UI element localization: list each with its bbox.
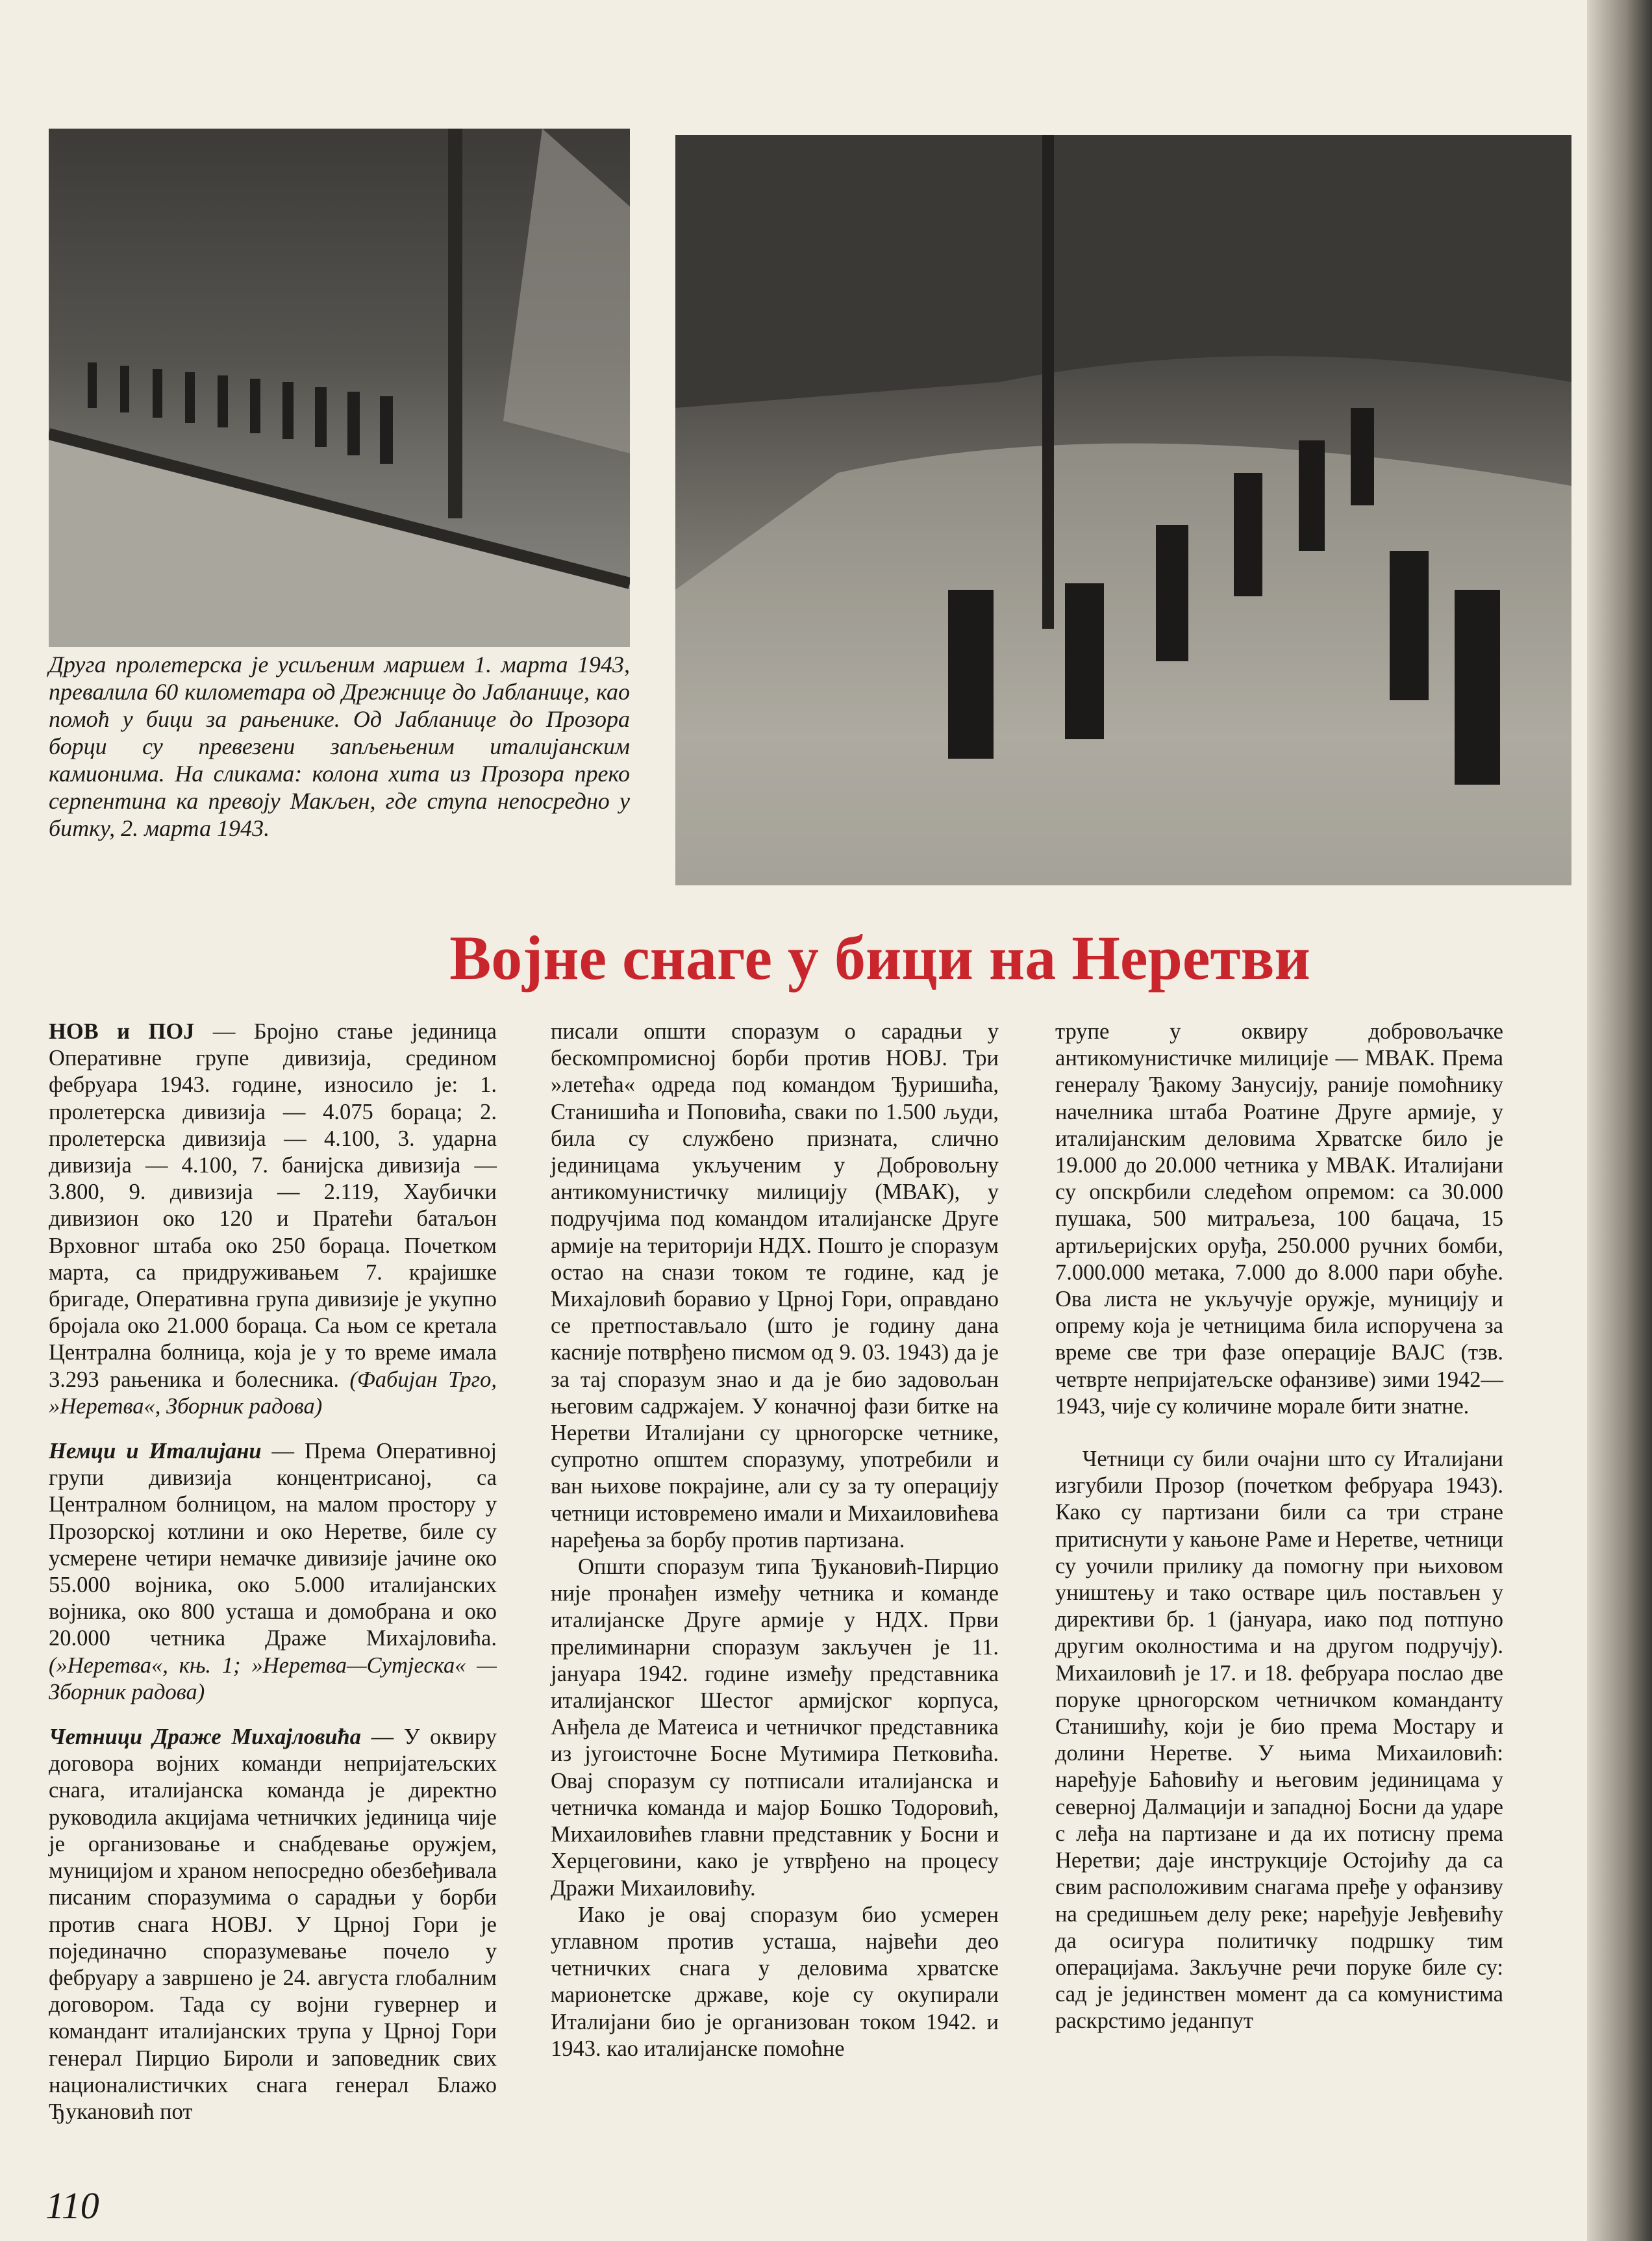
photo-caption: Друга пролетерска је усиљеним маршем 1. марта 1943, превалила 60 километара од Дрежнице до Јабланице, као помоћ у бици за рањенике. Од Јабланице до Прозора борци су превезени запљењеним италијанским камионима. На сликама: колона хита из Прозора преко серпентина ка превоју Макљен, где ступа непосредно у битку, 2. марта 1943. bbox=[49, 652, 630, 841]
section-lead-cetnici: Четници Драже Михајловића bbox=[49, 1725, 361, 1750]
section-cetnici bbox=[49, 1724, 497, 2125]
page-edge bbox=[1587, 0, 1652, 2241]
paragraph-mvak-continued: трупе у оквиру добровољачке антикомунистичке милиције — МВАК. Према генералу Ђакому Занусију, раније помоћнику начелника штаба Роатине Друге армије, у италијанским деловима Хрватске било је 19.000 до 20.000 четника у МВАК. Италијани су опскрбили следећом опремом: са 30.000 пушака, 500 митраљеза, 100 бацача, 15 артиљеријских оруђа, 250.000 ручних бомби, 7.000.000 метака, 7.000 до 8.000 пари обуће. Ова листа не укључује оружје, муницију и опрему која је четницима била испоручена за време све три фазе операције ВАЈС (тзв. четврте непријатељске офанзиве) зими 1942—1943, чије су количине морале бити знатне. bbox=[1055, 1019, 1503, 1419]
section-lead-nemci: Немци и Италијани bbox=[49, 1439, 262, 1464]
paragraph-prozor: Четници су били очајни што су Италијани изгубили Прозор (почетком фебруара 1943). Како су партизани били са три стране притиснути у кањоне Раме и Неретве, четници су уочили прилику да помогну при њиховом уништењу и тако остваре циљ постављен у директиви бр. 1 (јануара, иако под потпуно другим околностима и на другом подручју). Михаиловић је 17. и 18. фебруара послао две поруке црногорском четничком команданту Станишићу, који је био према Мостару и долини Неретве. У њима Михаиловић: наређује Баћовићу и његовим јединицама у северној Далмацији и западној Босни да ударе с леђа на партизане и да их потисну према Неретви; даје инструкције Остојићу да са свим расположивим снагама пређе у офанзиву на средишњем делу реке; наређује Јевђевићу да осигура политичку подршку тим операцијама. Закључне речи поруке биле су: сад је јединствен момент да са комунистима раскрстимо једанпут bbox=[1055, 1447, 1503, 2034]
page-number: 110 bbox=[45, 2184, 99, 2227]
text-column-1 bbox=[49, 1019, 497, 2125]
photo-scene-left bbox=[49, 129, 630, 647]
paragraph-mvak: Иако је овај споразум био усмерен углавном против усташа, највећи део четничких снага у деловима хрватске марионетске државе, које су окупирали Италијани био је организован током 1942. и 1943. као италијанске помоћне bbox=[551, 1902, 999, 2061]
section-lead-nov-poj: НОВ и ПОЈ bbox=[49, 1019, 195, 1044]
section-cetnici-continued: писали општи споразум о сарадњи у бескомпромисној борби против НОВЈ. Три »летећа« одреда под командом Ђуришића, Станишића и Поповића, сваки по 1.500 људи, била су службено призната, слично јединицама укљученим у Добровољну антикомунистичку милицију (МВАК), у подручјима под командом италијанске Друге армије на територији НДХ. Пошто је споразум остао на снази током те године, кад је Михајловић боравио у Црној Гори, оправдано се претпостављало (што је годину дана касније потврђено писмом од 9. 03. 1943) да је за тај споразум знао и да је био задовољан његовим садржајем. У коначној фази битке на Неретви Италијани су црногорске четнике, супротно општем споразуму, употребили и ван њихове покрајине, али су за ту операцију четници истовремено имали и Михаиловићева наређења за борбу против партизана. bbox=[551, 1019, 999, 1552]
text-column-3 bbox=[1055, 1019, 1503, 2035]
section-text-cetnici: — У оквиру договора војних команди непријатељских снага, италијанска команда је директно руководила акцијама четничких јединица чије је организовање и снабдевање оружјем, муницијом и храном непосредно обезбеђивала писаним споразумима о сарадњи у борби против снага НОВЈ. У Црној Гори је појединачно споразумевање почело у фебруару а завршено је 24. августа глобалним договором. Тада су војни гувернер и командант италијанских трупа у Црној Гори генерал Пирцио Бироли и заповедник свих националистичких снага генерал Блажо Ђукановић пот bbox=[49, 1725, 497, 2124]
section-text-nemci: — Према Оперативној групи дивизија концентрисаној, са Централном болницом, на малом простору у Прозорској котлини и око Неретве, биле су усмерене четири немачке дивизије јачине око 55.000 војника, око 5.000 италијанских војника, око 800 усташа и домобрана и око 20.000 четника Драже Михајловића. bbox=[49, 1439, 497, 1651]
section-nov-poj bbox=[49, 1019, 497, 1420]
section-source-nemci: (»Неретва«, књ. 1; »Неретва—Сутјеска« — Зборник радова) bbox=[49, 1652, 497, 1704]
photo-column-marching-left bbox=[49, 129, 630, 647]
text-column-2 bbox=[551, 1019, 999, 2062]
article-headline: Војне снаге у бици на Неретви bbox=[449, 923, 1310, 993]
section-text-nov-poj: — Бројно стање јединица Оперативне групе дивизија, средином фебруара 1943. године, износило је: 1. пролетерска дивизија — 4.075 бораца; 2. пролетерска дивизија — 4.100, 3. ударна дивизија — 4.100, 7. банијска дивизија — 3.800, 9. дивизија — 2.119, Хаубички дивизион око 120 и Пратећи батаљон Врховног штаба око 250 бораца. Почетком марта, са придруживањем 7. крајишке бригаде, Оперативна група дивизије је укупно бројала око 21.000 бораца. Са њом се кретала Централна болница, која је у то време имала 3.293 рањеника и болесника. bbox=[49, 1019, 497, 1392]
paragraph-general-agreement: Општи споразум типа Ђукановић-Пирцио није пронађен између четника и команде италијанске Друге армије у НДХ. Први прелиминарни споразум закључен је 11. јануара 1942. године између представника италијанског Шестог армијског корпуса, Анђела де Матеиса и четничког представника из југоисточне Босне Мутимира Петковића. Овај споразум су потписали италијанска и четничка команда и мајор Бошко Тодоровић, Михаиловићев главни представник у Босни и Херцеговини, како је утврђено на процесу Дражи Михаиловићу. bbox=[551, 1554, 999, 1901]
section-nemci bbox=[49, 1438, 497, 1706]
photo-scene-right bbox=[675, 135, 1571, 885]
section-source-nov-poj: (Фабијан Трго, »Неретва«, Зборник радова) bbox=[49, 1367, 497, 1419]
photo-column-marching-right bbox=[675, 135, 1571, 885]
